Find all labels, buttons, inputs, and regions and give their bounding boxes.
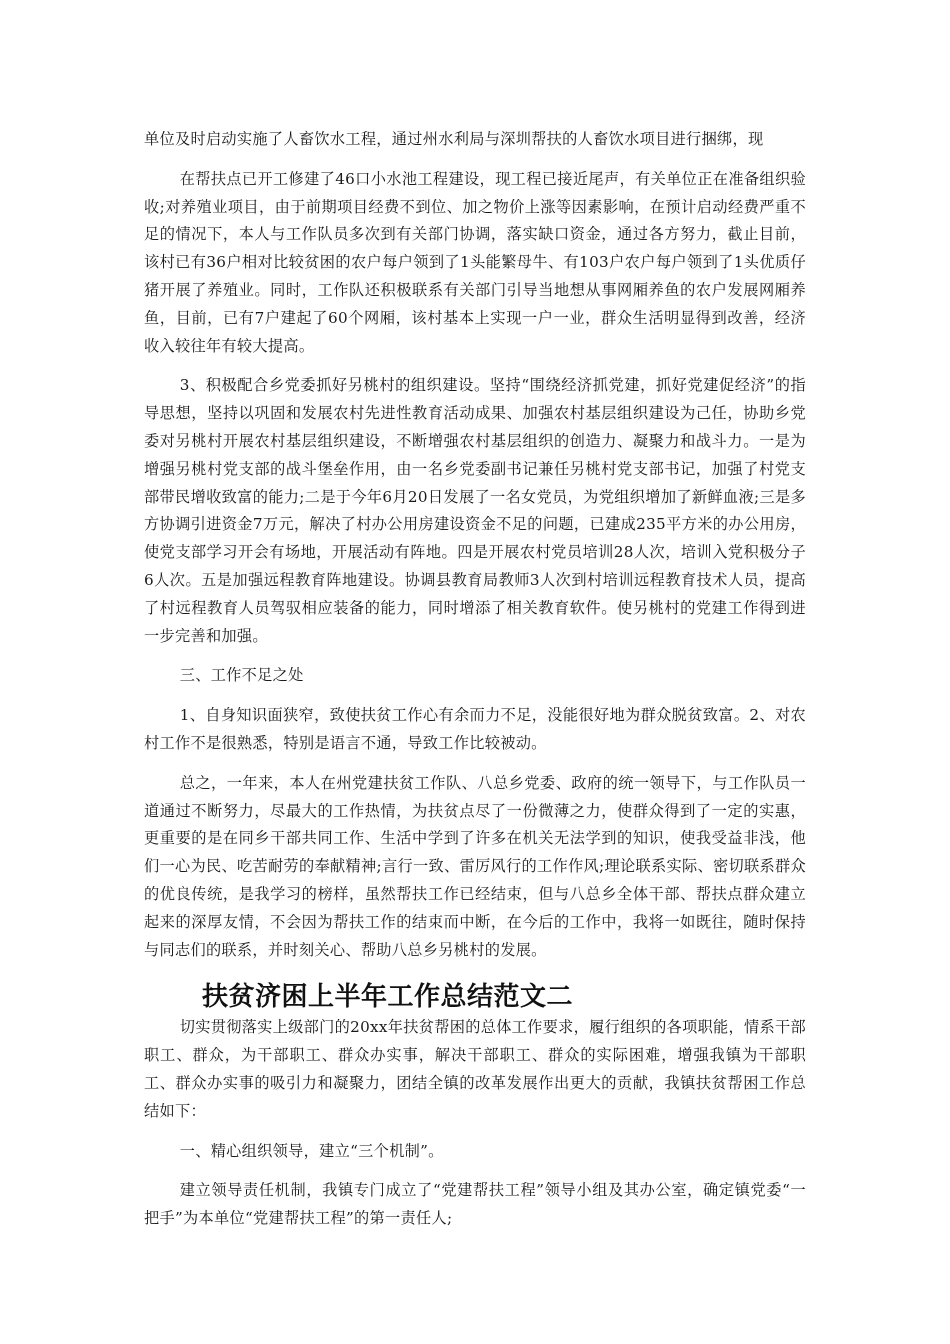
paragraph-party-organization: 3、积极配合乡党委抓好另桃村的组织建设。坚持“围绕经济抓党建，抓好党建促经济”的指导思想，坚持以巩固和发展农村先进性教育活动成果、加强农村基层组织建设为己任，协助乡党委对另桃村开展农村基层组织建设，不断增强农村基层组织的创造力、凝聚力和战斗力。一是为增强另桃村党支部的战斗堡垒作用，由一名乡党委副书记兼任另桃村党支部书记，加强了村党支部带民增收致富的能力;二是于今年6月20日发展了一名女党员，为党组织增加了新鲜血液;三是多方协调引进资金7万元，解决了村办公用房建设资金不足的问题，已建成235平方米的办公用房，使党支部学习开会有场地，开展活动有阵地。四是开展农村党员培训28人次，培训入党积极分子6人次。五是加强远程教育阵地建设。协调县教育局教师3人次到村培训远程教育技术人员，提高了村远程教育人员驾驭相应装备的能力，同时增添了相关教育软件。使另桃村的党建工作得到进一步完善和加强。 — [144, 376, 806, 645]
paragraph-conclusion: 总之，一年来，本人在州党建扶贫工作队、八总乡党委、政府的统一领导下，与工作队员一道通过不断努力，尽最大的工作热情，为扶贫点尽了一份微薄之力，使群众得到了一定的实惠，更重要的是在同乡干部共同工作、生活中学到了许多在机关无法学到的知识，使我受益非浅，他们一心为民、吃苦耐劳的奉献精神;言行一致、雷厉风行的工作作风;理论联系实际、密切联系群众的优良传统，是我学习的榜样，虽然帮扶工作已经结束，但与八总乡全体干部、帮扶点群众建立起来的深厚友情，不会因为帮扶工作的结束而中断，在今后的工作中，我将一如既往，随时保持与同志们的联系，并时刻关心、帮助八总乡另桃村的发展。 — [144, 773, 806, 959]
section-heading-organization: 一、精心组织领导，建立“三个机制”。 — [179, 1141, 444, 1160]
paragraph-continuation: 单位及时启动实施了人畜饮水工程，通过州水利局与深圳帮扶的人畜饮水项目进行捆绑，现 — [144, 130, 764, 148]
paragraph-water-pond-breeding: 在帮扶点已开工修建了46口小水池工程建设，现工程已接近尾声，有关单位正在准备组织验收;对养殖业项目，由于前期项目经费不到位、加之物价上涨等因素影响，在预计启动经费严重不足的情况下，本人与工作队员多次到有关部门协调，落实缺口资金，通过各方努力，截止目前，该村已有36户相对比较贫困的农户每户领到了1头能繁母牛、有103户农户每户领到了1头优质仔猪开展了养殖业。同时，工作队还积极联系有关部门引导当地想从事网厢养鱼的农户发展网厢养鱼，目前，已有7户建起了60个网厢，该村基本上实现一户一业，群众生活明显得到改善，经济收入较往年有较大提高。 — [144, 169, 806, 355]
document-page — [144, 126, 806, 1233]
paragraph-responsibility-mechanism: 建立领导责任机制，我镇专门成立了“党建帮扶工程”领导小组及其办公室，确定镇党委“一把手”为本单位“党建帮扶工程”的第一责任人; — [144, 1181, 806, 1228]
section-heading-shortcomings: 三、工作不足之处 — [179, 666, 304, 685]
paragraph-shortcomings: 1、自身知识面狭窄，致使扶贫工作心有余而力不足，没能很好地为群众脱贫致富。2、对农村工作不是很熟悉，特别是语言不通，导致工作比较被动。 — [144, 706, 806, 752]
document-title: 扶贫济困上半年工作总结范文二 — [202, 982, 574, 1013]
paragraph-intro: 切实贯彻落实上级部门的20xx年扶贫帮困的总体工作要求，履行组织的各项职能，情系干部职工、群众，为干部职工、群众办实事，解决干部职工、群众的实际困难，增强我镇为干部职工、群众办实事的吸引力和凝聚力，团结全镇的改革发展作出更大的贡献，我镇扶贫帮困工作总结如下： — [144, 1018, 806, 1120]
